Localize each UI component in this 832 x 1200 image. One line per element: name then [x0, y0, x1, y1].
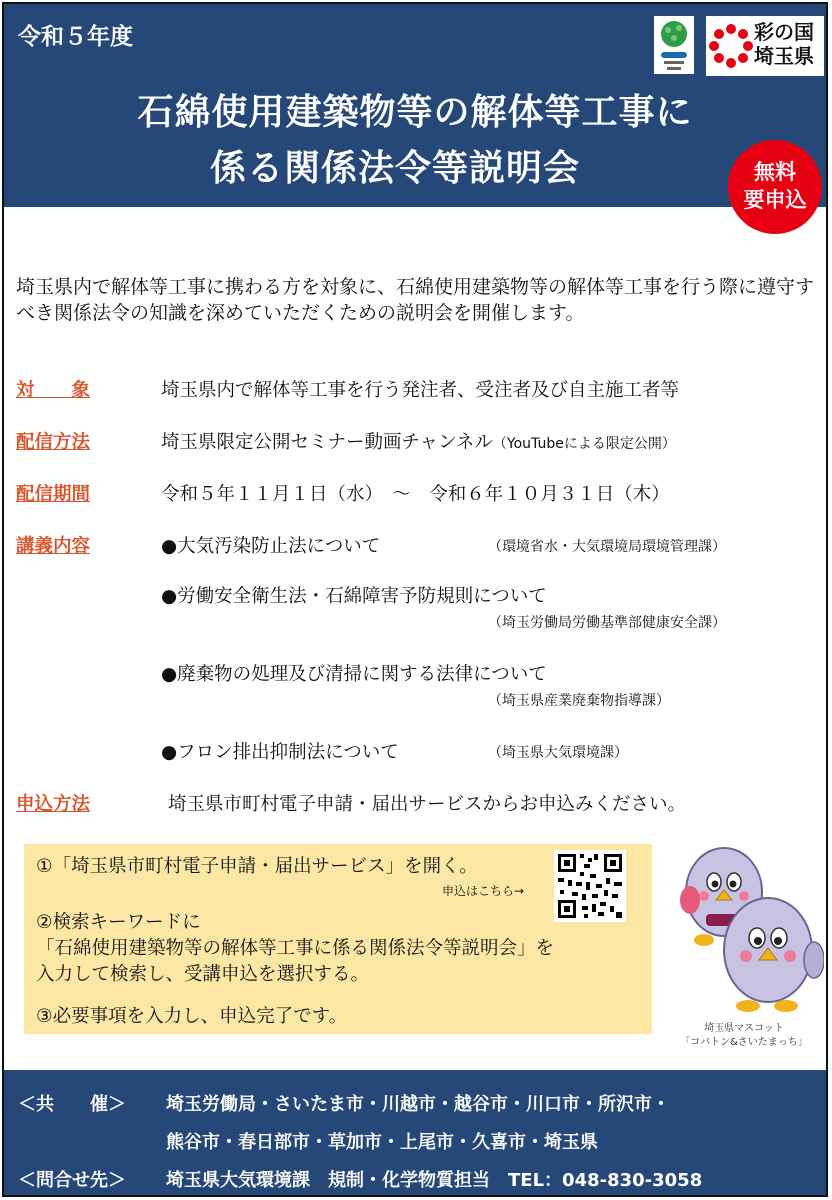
- lecture-org-3: （埼玉県産業廃棄物指導課）: [488, 693, 670, 709]
- prefecture-logo-line2: 埼玉県: [754, 44, 814, 68]
- method-label: 配信方法: [16, 432, 91, 453]
- target-value: 埼玉県内で解体等工事を行う発注者、受注者及び自主施工者等: [161, 380, 680, 401]
- prefecture-mark-icon: [708, 23, 754, 69]
- header-banner: [4, 4, 826, 207]
- lecture-org-4: （埼玉県大気環境課）: [488, 745, 628, 761]
- lecture-label: 講義内容: [16, 536, 91, 557]
- mascot-illustration: [664, 830, 824, 1040]
- mascot-caption-line-1: 埼玉県マスコット: [704, 1023, 784, 1034]
- step-2-line-3: 入力して検索し、受講申込を選択する。: [36, 964, 370, 985]
- method-note: （YouTubeによる限定公開）: [492, 436, 676, 452]
- fiscal-year: 令和５年度: [18, 24, 133, 50]
- prefecture-logo-line1: 彩の国: [754, 20, 814, 44]
- contact-value: 埼玉県大気環境課 規制・化学物質担当 TEL：048-830-3058: [166, 1170, 703, 1191]
- period-label: 配信期間: [16, 484, 91, 505]
- badge-line-2: 要申込: [743, 188, 807, 212]
- step-1: ①「埼玉県市町村電子申請・届出サービス」を開く。: [36, 856, 478, 877]
- step-2-line-2: 「石綿使用建築物等の解体等工事に係る関係法令等説明会」を: [36, 938, 555, 959]
- mascot-birds-icon: [664, 830, 824, 1030]
- period-value: 令和５年１１月１日（水） ～ 令和６年１０月３１日（木）: [161, 484, 670, 505]
- qr-caption: 申込はこちら→: [442, 884, 525, 898]
- mascot-caption: [664, 1022, 824, 1050]
- mascot-caption-line-2: 「コバトン&さいたまっち」: [680, 1037, 808, 1048]
- apply-value: 埼玉県市町村電子申請・届出サービスからお申込みください。: [168, 794, 687, 815]
- title-line-2: 係る関係法令等説明会: [209, 148, 580, 189]
- application-steps: [24, 844, 652, 1034]
- apply-label: 申込方法: [16, 794, 91, 815]
- lecture-item-4: ●フロン排出抑制法について: [161, 742, 399, 763]
- method-value: [161, 428, 676, 454]
- footer-banner: [4, 1070, 826, 1195]
- host-line-2: 熊谷市・春日部市・草加市・上尾市・久喜市・埼玉県: [166, 1132, 598, 1153]
- flyer: [2, 2, 828, 1197]
- lecture-org-1: （環境省水・大気環境局環境管理課）: [488, 539, 726, 555]
- badge-line-1: 無料: [754, 160, 796, 184]
- environment-logo-icon: [654, 16, 694, 74]
- lecture-item-1: ●大気汚染防止法について: [161, 536, 381, 557]
- method-channel: 埼玉県限定公開セミナー動画チャンネル: [161, 432, 493, 453]
- step-3: ③必要事項を入力し、申込完了です。: [36, 1006, 348, 1027]
- intro-text: 埼玉県内で解体等工事に携わる方を対象に、石綿使用建築物等の解体等工事を行う際に遵守すべき関係法令の知識を深めていただくための説明会を開催します。: [16, 276, 815, 324]
- qr-code-icon: [554, 850, 626, 922]
- prefecture-logo: [706, 16, 824, 76]
- host-label: ＜共 催＞: [18, 1094, 126, 1115]
- qr-code[interactable]: [554, 850, 626, 922]
- contact-label: ＜問合せ先＞: [18, 1170, 126, 1191]
- step-2-line-1: ②検索キーワードに: [36, 912, 201, 933]
- lecture-org-2: （埼玉労働局労働基準部健康安全課）: [488, 615, 726, 631]
- prefecture-logo-text: [754, 20, 814, 68]
- target-label: 対 象: [16, 380, 91, 401]
- free-registration-badge: [728, 140, 822, 234]
- title-line-1: 石綿使用建築物等の解体等工事に: [137, 92, 693, 133]
- host-line-1: 埼玉労働局・さいたま市・川越市・越谷市・川口市・所沢市・: [166, 1094, 670, 1115]
- lecture-item-2: ●労働安全衛生法・石綿障害予防規則について: [161, 586, 547, 607]
- lecture-item-3: ●廃棄物の処理及び清掃に関する法律について: [161, 664, 547, 685]
